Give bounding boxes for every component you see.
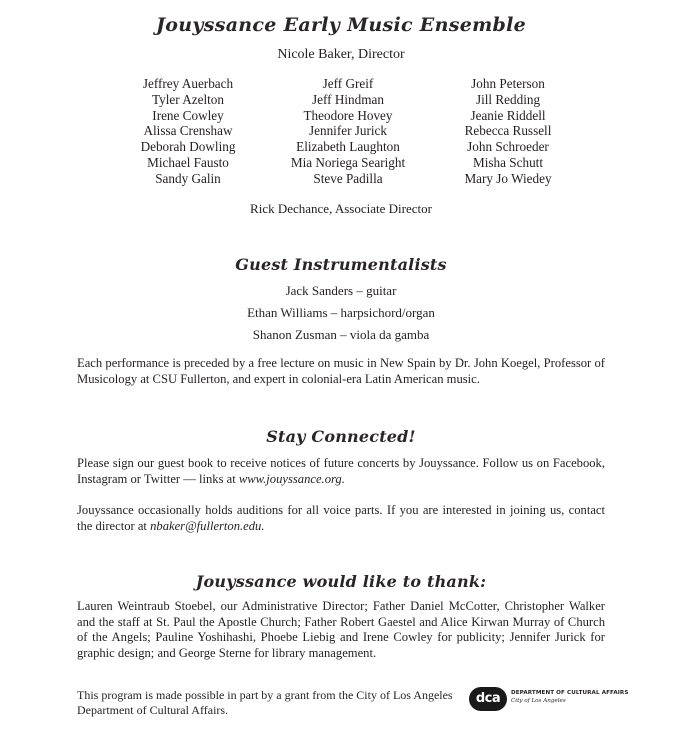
guest-instrumentalists-heading: Guest Instrumentalists — [235, 255, 447, 274]
member-name: Mary Jo Wiedey — [464, 170, 552, 186]
website-link[interactable]: www.jouyssance.org. — [238, 471, 345, 486]
associate-director-line: Rick Dechance, Associate Director — [250, 201, 432, 216]
member-name: Jill Redding — [475, 91, 541, 107]
dca-logo — [469, 687, 629, 717]
member-name: Jeanie Riddell — [470, 107, 546, 123]
members-list — [113, 76, 583, 187]
member-name: John Peterson — [471, 76, 545, 91]
members-column-3 — [433, 76, 583, 187]
thanks-heading: Jouyssance would like to thank: — [195, 572, 487, 591]
auditions-text: Jouyssance occasionally holds auditions for all voice parts. If you are interested in joining us, contact the director at — [77, 503, 605, 533]
member-name: Jeff Greif — [322, 76, 374, 91]
guest-book-text: Please sign our guest book to receive notices of future concerts by Jouyssance. Follow us on Facebook, Instagram or Twitter — links at — [77, 456, 605, 486]
member-name: Mia Noriega Searight — [290, 154, 406, 170]
stay-connected-heading: Stay Connected! — [266, 427, 416, 446]
member-name: Sandy Galin — [155, 170, 221, 186]
member-name: John Schroeder — [467, 139, 549, 155]
ensemble-title: Jouyssance Early Music Ensemble — [155, 14, 526, 36]
member-name: Michael Fausto — [147, 154, 229, 170]
guest-instrumentalist: Ethan Williams – harpsichord/organ — [247, 305, 435, 320]
member-name: Jeffrey Auerbach — [142, 76, 234, 91]
member-name: Misha Schutt — [473, 154, 543, 170]
member-name: Tyler Azelton — [152, 91, 224, 107]
members-column-2 — [273, 76, 423, 187]
member-name: Theodore Hovey — [303, 107, 393, 123]
member-name: Jennifer Jurick — [309, 123, 387, 139]
auditions-paragraph — [77, 503, 605, 534]
email-link[interactable]: nbaker@fullerton.edu. — [150, 518, 265, 533]
member-name: Irene Cowley — [152, 107, 224, 123]
member-name: Deborah Dowling — [140, 139, 236, 155]
director-line: Nicole Baker, Director — [277, 47, 405, 62]
dca-logo-title: DEPARTMENT OF CULTURAL AFFAIRS — [511, 690, 629, 696]
guest-instrumentalist: Shanon Zusman – viola da gamba — [252, 327, 430, 342]
lecture-note: Each performance is preceded by a free lecture on music in New Spain by Dr. John Koegel, Professor of Musicology at CSU Fullerton, and expert in colonial-era Latin American music. — [77, 356, 605, 386]
grant-note: This program is made possible in part by a grant from the City of Los Angeles Department of Cultural Affairs. — [77, 688, 453, 717]
dca-logo-subtitle: City of Los Angeles — [511, 698, 566, 704]
dca-badge-icon: dca — [469, 687, 507, 711]
members-column-1 — [113, 76, 263, 187]
member-name: Alissa Crenshaw — [143, 123, 233, 139]
member-name: Rebecca Russell — [464, 123, 552, 139]
guest-instrumentalist: Jack Sanders – guitar — [285, 283, 397, 298]
thanks-paragraph: Lauren Weintraub Stoebel, our Administrative Director; Father Daniel McCotter, Christopher Walker and the staff at St. Paul the Apostle Church; Father Robert Gaestel and Alice Kirwan Murray of Church of the Angels; Pauline Yoshihashi, Phoebe Liebig and Irene Cowley for publicity; Jennifer Jurick for graphic design; and George Sterne for library management. — [77, 599, 605, 660]
member-name: Steve Padilla — [313, 170, 383, 186]
member-name: Elizabeth Laughton — [296, 139, 400, 155]
member-name: Jeff Hindman — [312, 91, 384, 107]
guest-book-paragraph — [77, 456, 605, 487]
